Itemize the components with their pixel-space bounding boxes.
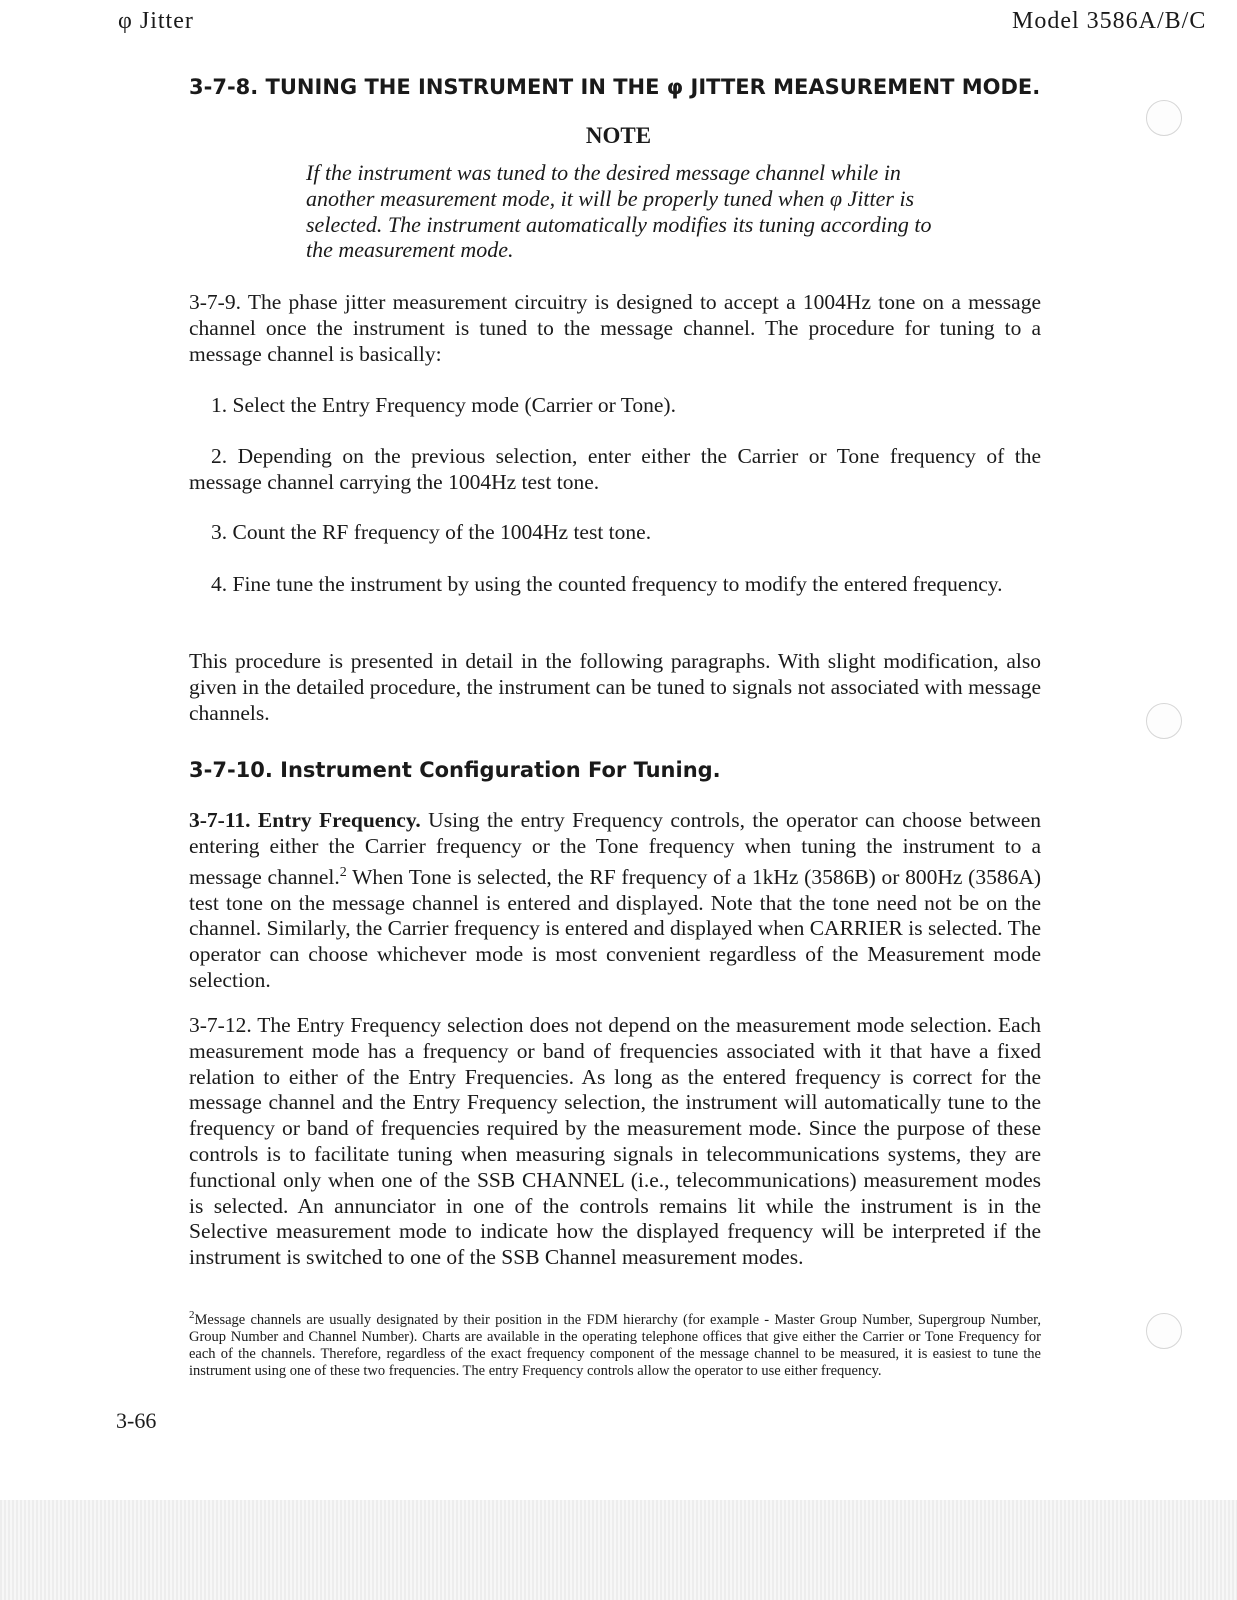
- paragraph-3-7-11-text-b: When Tone is selected, the RF frequency of a 1kHz (3586B) or 800Hz (3586A) test tone on the message channel is entered and displayed. Note that the tone need not be on the channel. Similarly, the Carrier frequency is entered and displayed when CARRIER is selected. The operator can choose whichever mode is most convenient regardless of the Measurement mode selection.: [189, 864, 1042, 992]
- footnote-text: Message channels are usually designated by their position in the FDM hierarchy (for example - Master Group Number, Supergroup Number, Group Number and Channel Number). Charts are available in the operating telephone offices that give either the Carrier or Tone Frequency for each of the channels. Therefore, regardless of the exact frequency component of the message channel to be measured, it is easiest to tune the instrument using one of these two frequencies. The entry Frequency controls allow the operator to use either frequency.: [189, 1311, 1041, 1379]
- running-header-right: Model 3586A/B/C: [1012, 8, 1207, 34]
- step-4: 4. Fine tune the instrument by using the counted frequency to modify the entered frequency.: [211, 572, 1003, 596]
- scan-noise-band: [0, 1500, 1237, 1600]
- paragraph-3-7-11-lead: 3-7-11. Entry Frequency.: [189, 808, 421, 832]
- step-3: 3. Count the RF frequency of the 1004Hz test tone.: [211, 520, 652, 544]
- paragraph-3-7-11: [189, 808, 1041, 994]
- note-title: NOTE: [585, 123, 652, 148]
- running-header-left: φ Jitter: [118, 8, 194, 34]
- footnote: [189, 1307, 1041, 1380]
- punch-hole-top: [1146, 100, 1182, 136]
- footnote-reference: 2: [339, 864, 347, 880]
- punch-hole-middle: [1146, 703, 1182, 739]
- step-1: 1. Select the Entry Frequency mode (Carrier or Tone).: [211, 393, 676, 417]
- note-body: If the instrument was tuned to the desired message channel while in another measurement mode, it will be properly tuned when φ Jitter is selected. The instrument automatically modifies its tuning according to the measurement mode.: [306, 160, 932, 263]
- subheading-3-7-10: 3-7-10. Instrument Configuration For Tuning.: [189, 758, 721, 782]
- paragraph-3-7-12: 3-7-12. The Entry Frequency selection does not depend on the measurement mode selection. Each measurement mode has a frequency or band of frequencies associated with it that have a fixed relation to either of the Entry Frequencies. As long as the entered frequency is correct for the message channel and the Entry Frequency selection, the instrument will automatically tune to the frequency or band of frequencies required by the measurement mode. Since the purpose of these controls is to facilitate tuning when measuring signals in telecommunications systems, they are functional only when one of the SSB CHANNEL (i.e., telecommunications) measurement modes is selected. An annunciator in one of the controls remains lit while the instrument is in the Selective measurement mode to indicate how the displayed frequency will be interpreted if the instrument is switched to one of the SSB Channel measurement modes.: [189, 1013, 1041, 1270]
- section-heading: 3-7-8. TUNING THE INSTRUMENT IN THE φ JITTER MEASUREMENT MODE.: [189, 75, 1041, 99]
- punch-hole-bottom: [1146, 1313, 1182, 1349]
- footnote-marker: 2: [189, 1309, 195, 1321]
- page-number: 3-66: [116, 1408, 157, 1433]
- paragraph-procedure: This procedure is presented in detail in the following paragraphs. With slight modification, also given in the detailed procedure, the instrument can be tuned to signals not associated with message channels.: [189, 649, 1041, 725]
- step-2: 2. Depending on the previous selection, enter either the Carrier or Tone frequency of the message channel carrying the 1004Hz test tone.: [189, 444, 1041, 494]
- paragraph-3-7-11-text-a: Using the entry Frequency controls, the operator can choose between entering either the Carrier frequency or the Tone frequency when tuning the instrument to a message channel.: [189, 808, 1041, 889]
- paragraph-3-7-9: 3-7-9. The phase jitter measurement circuitry is designed to accept a 1004Hz tone on a message channel once the instrument is tuned to the message channel. The procedure for tuning to a message channel is basically:: [189, 290, 1041, 366]
